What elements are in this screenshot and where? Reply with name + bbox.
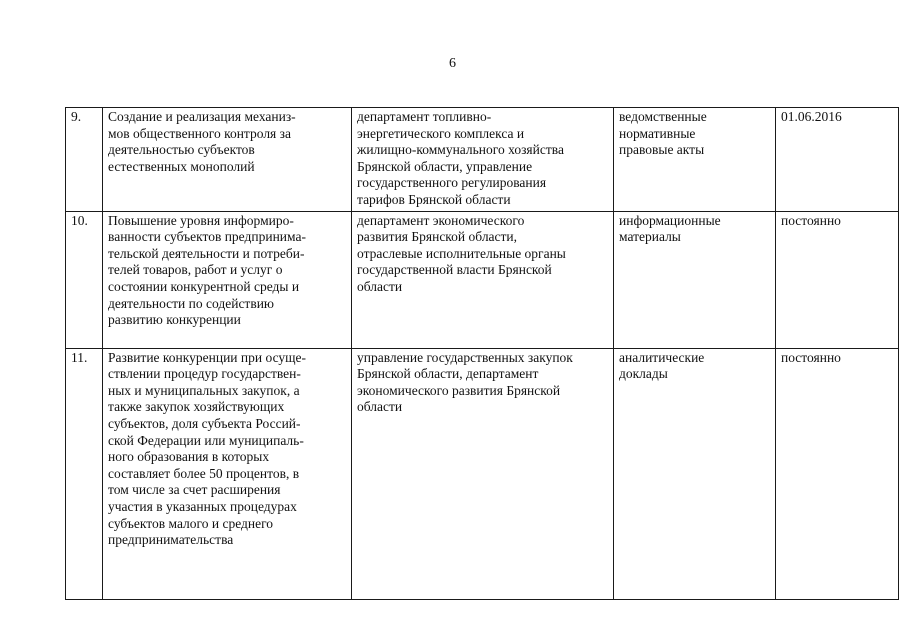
result-document: ведомственные нормативные правовые акты <box>614 108 776 212</box>
responsible-executors: департамент топливно- энергетического комплекса и жилищно-коммунального хозяйства Брянской области, управление государственного регулирования тарифов Брянской области <box>352 108 614 212</box>
table-row <box>66 108 899 212</box>
action-plan-table <box>65 107 899 600</box>
event-description: Повышение уровня информиро- ванности субъектов предпринима- тельской деятельности и потреби- телей товаров, работ и услуг о состоянии конкурентной среды и деятельности по содействию развитию конкуренции <box>103 211 352 348</box>
result-document: информационные материалы <box>614 211 776 348</box>
row-number: 10. <box>66 211 103 348</box>
deadline: 01.06.2016 <box>776 108 899 212</box>
event-description: Развитие конкуренции при осуще- ствлении процедур государствен- ных и муниципальных закупок, а также закупок хозяйствующих субъектов, доля субъекта Россий- ской Федерации или муниципаль- ного образования в которых составляет более 50 процентов, в том числе за счет расширения участия в указанных процедурах субъектов малого и среднего предпринимательства <box>103 348 352 599</box>
responsible-executors: департамент экономического развития Брянской области, отраслевые исполнительные органы государственной власти Брянской области <box>352 211 614 348</box>
table-row <box>66 211 899 348</box>
result-document: аналитические доклады <box>614 348 776 599</box>
deadline: постоянно <box>776 211 899 348</box>
page-number: 6 <box>449 56 456 71</box>
row-number: 9. <box>66 108 103 212</box>
event-description: Создание и реализация механиз- мов общественного контроля за деятельностью субъектов естественных монополий <box>103 108 352 212</box>
row-number: 11. <box>66 348 103 599</box>
deadline: постоянно <box>776 348 899 599</box>
responsible-executors: управление государственных закупок Брянской области, департамент экономического развития Брянской области <box>352 348 614 599</box>
table-row <box>66 348 899 599</box>
